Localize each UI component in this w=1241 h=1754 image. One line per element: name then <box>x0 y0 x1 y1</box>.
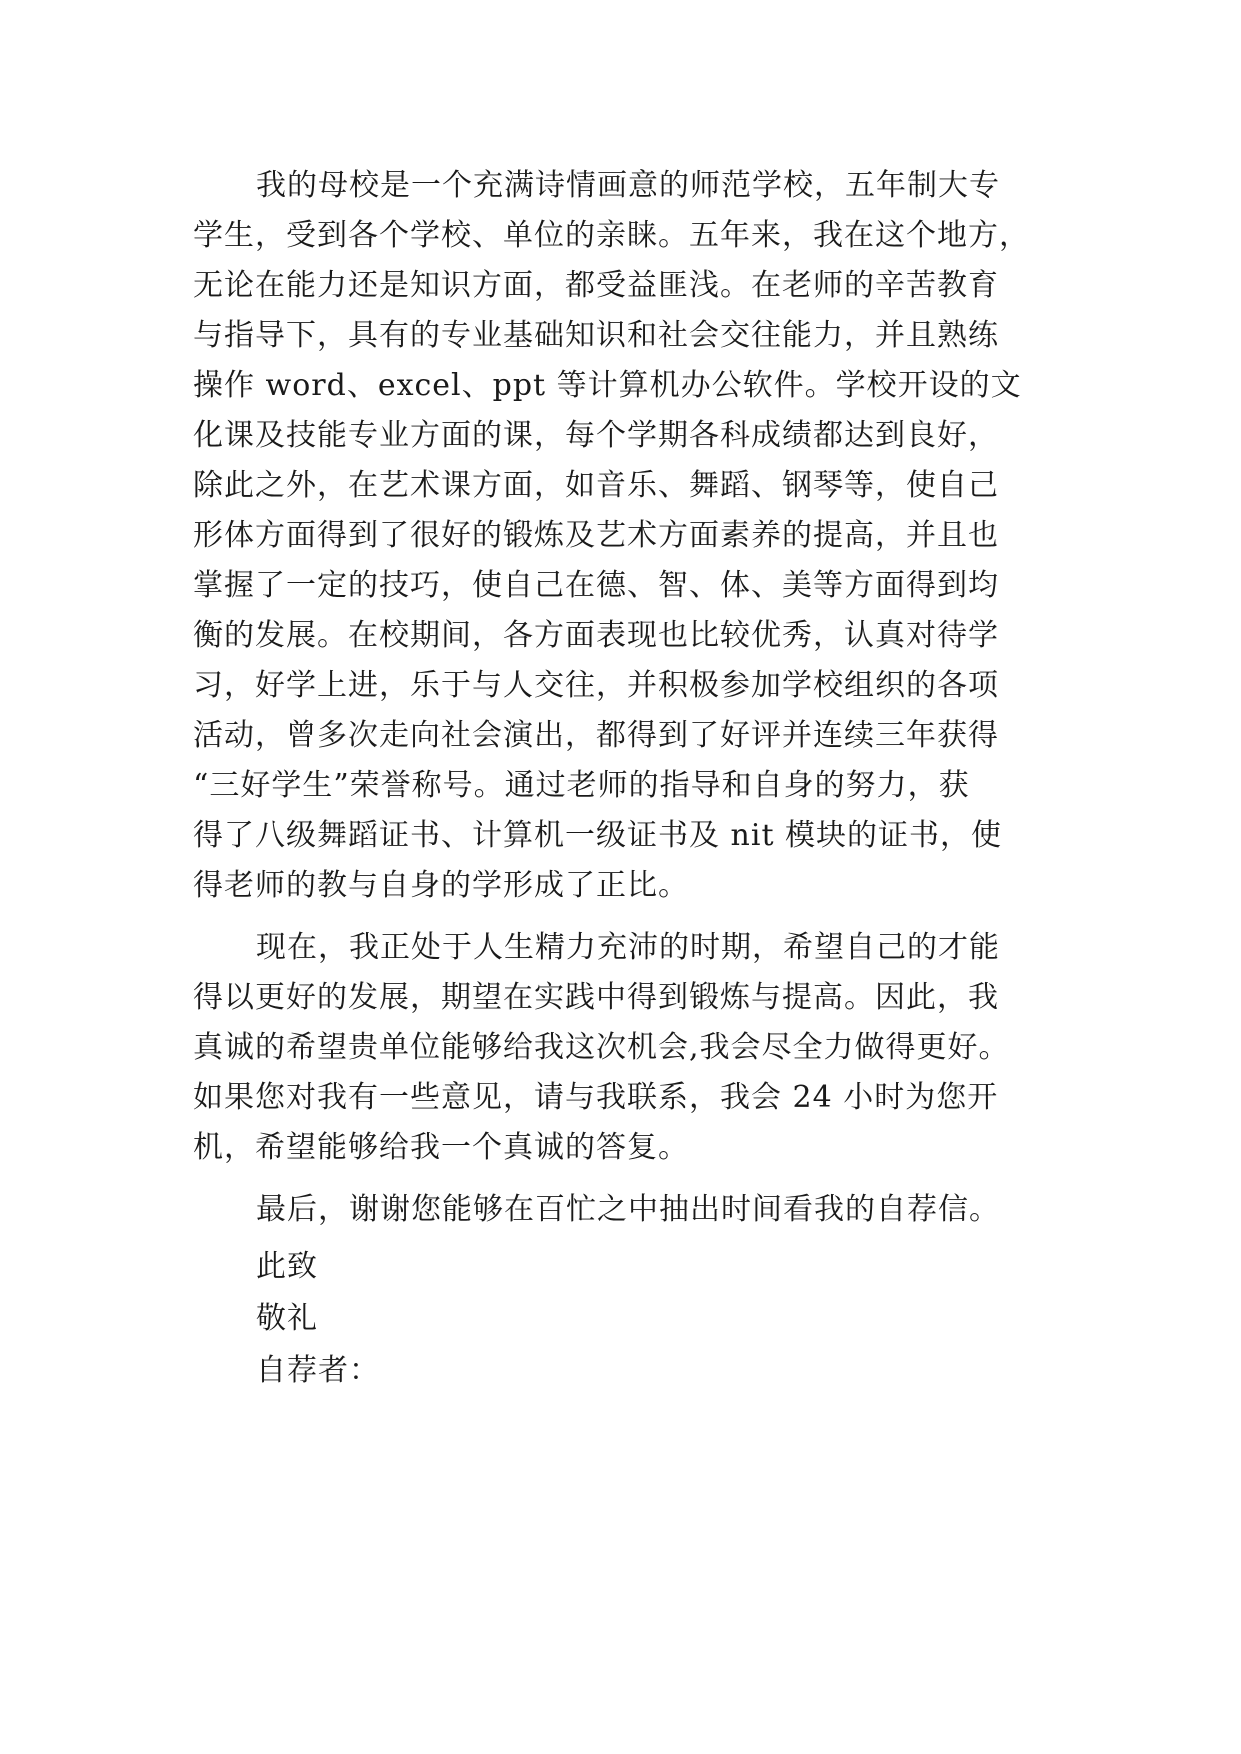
paragraph-1-line: 学生，受到各个学校、单位的亲睐。五年来，我在这个地方， <box>193 218 1030 253</box>
paragraph-1-line: 得了八级舞蹈证书、计算机一级证书及 nit 模块的证书，使 <box>193 818 1003 853</box>
paragraph-1-line: “三好学生”荣誉称号。通过老师的指导和自身的努力，获 <box>193 768 970 803</box>
paragraph-2-line: 得以更好的发展，期望在实践中得到锻炼与提高。因此，我 <box>193 980 999 1015</box>
closing-salutation: 此致 <box>256 1249 318 1284</box>
paragraph-1-line: 得老师的教与自身的学形成了正比。 <box>193 868 689 903</box>
paragraph-1-line: 除此之外，在艺术课方面，如音乐、舞蹈、钢琴等，使自己 <box>193 468 999 503</box>
paragraph-2-line: 机，希望能够给我一个真诚的答复。 <box>193 1130 689 1165</box>
paragraph-1-line: 无论在能力还是知识方面，都受益匪浅。在老师的辛苦教育 <box>193 268 999 303</box>
paragraph-1-line: 我的母校是一个充满诗情画意的师范学校，五年制大专 <box>256 168 1000 203</box>
paragraph-2-line: 如果您对我有一些意见，请与我联系，我会 24 小时为您开 <box>193 1080 999 1115</box>
closing-regards: 敬礼 <box>256 1301 318 1336</box>
paragraph-2-line: 真诚的希望贵单位能够给我这次机会,我会尽全力做得更好。 <box>193 1030 1010 1065</box>
signature-label: 自荐者： <box>256 1353 380 1388</box>
paragraph-1-line: 形体方面得到了很好的锻炼及艺术方面素养的提高，并且也 <box>193 518 999 553</box>
paragraph-1-line: 与指导下，具有的专业基础知识和社会交往能力，并且熟练 <box>193 318 999 353</box>
paragraph-1-line: 活动，曾多次走向社会演出，都得到了好评并连续三年获得 <box>193 718 999 753</box>
paragraph-1-line: 习，好学上进，乐于与人交往，并积极参加学校组织的各项 <box>193 668 999 703</box>
paragraph-1-line: 掌握了一定的技巧，使自己在德、智、体、美等方面得到均 <box>193 568 999 603</box>
paragraph-2-line: 现在，我正处于人生精力充沛的时期，希望自己的才能 <box>256 930 1000 965</box>
paragraph-1-line: 化课及技能专业方面的课，每个学期各科成绩都达到良好， <box>193 418 999 453</box>
paragraph-1-line: 操作 word、excel、ppt 等计算机办公软件。学校开设的文 <box>193 368 1022 403</box>
paragraph-3: 最后，谢谢您能够在百忙之中抽出时间看我的自荐信。 <box>256 1192 1000 1227</box>
paragraph-1-line: 衡的发展。在校期间，各方面表现也比较优秀，认真对待学 <box>193 618 999 653</box>
